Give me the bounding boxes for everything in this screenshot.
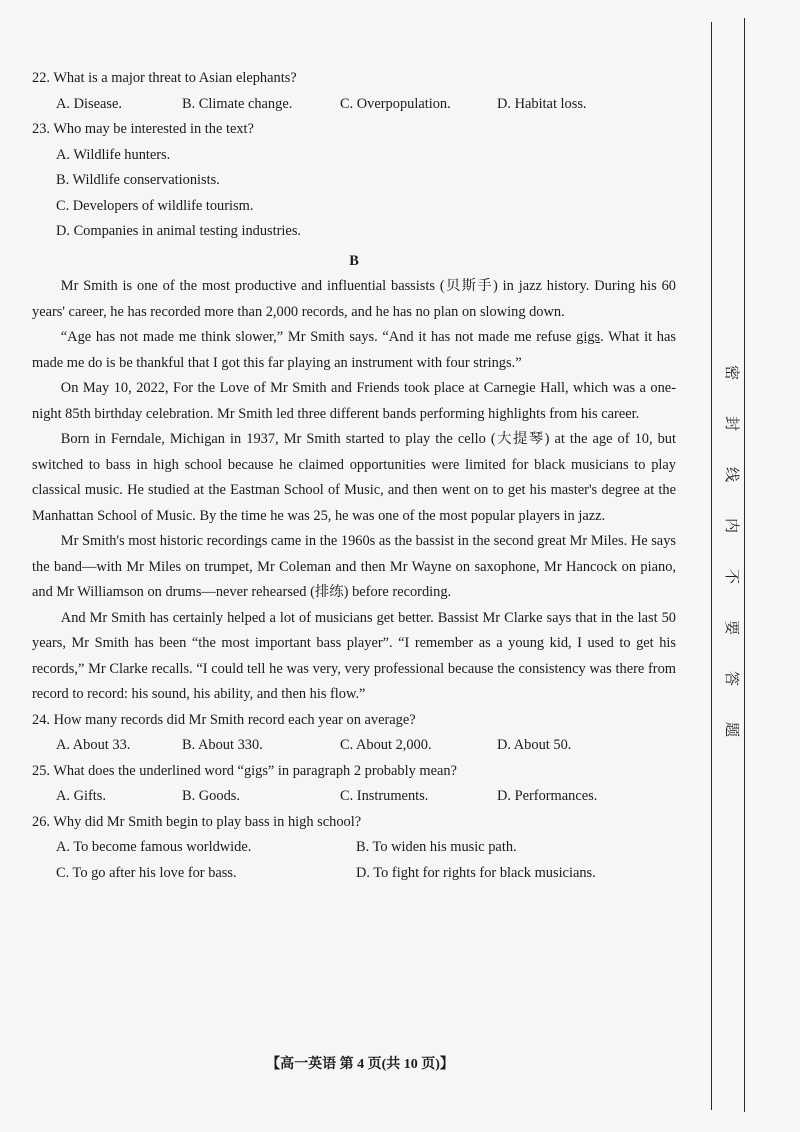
- option-b: B. Climate change.: [182, 95, 293, 112]
- seal-char: 线: [723, 466, 742, 483]
- options-row: [32, 733, 676, 759]
- option-d: D. Habitat loss.: [497, 95, 587, 112]
- question-26: [32, 810, 676, 887]
- seal-char: 题: [723, 721, 742, 738]
- exam-content: [32, 66, 676, 886]
- passage-paragraph: And Mr Smith has certainly helped a lot of musicians get better. Bassist Mr Clarke says that in the last 50 years, Mr Smith has been “the most important bass player”. “I remember as a young kid, I used to get his records,” Mr Clarke recalls. “I could tell he was very, very professional because the consistency was there from record to record: his sound, his ability, and then his flow.”: [32, 609, 676, 702]
- seal-char: 不: [723, 568, 742, 585]
- option-d: D. Companies in animal testing industries.: [56, 223, 302, 239]
- quote-before: “Age has not made me think slower,” Mr Smith says. “And it has not made me refuse: [60, 329, 577, 345]
- binding-line-left: [711, 22, 712, 1110]
- option-c: C. Instruments.: [340, 788, 429, 804]
- option-a: A. To become famous worldwide.: [56, 839, 252, 855]
- question-22: [32, 66, 676, 117]
- question-stem: 22. What is a major threat to Asian elephants?: [32, 70, 297, 86]
- question-stem: 24. How many records did Mr Smith record each year on average?: [32, 711, 416, 728]
- option-d: D. To fight for rights for black musicians.: [356, 864, 596, 881]
- page-footer: 【高一英语 第 4 页(共 10 页)】: [266, 1057, 454, 1072]
- option-a: A. Wildlife hunters.: [56, 146, 171, 163]
- passage-paragraph: Born in Ferndale, Michigan in 1937, Mr Smith started to play the cello (大提琴) at the age of 10, but switched to bass in high school because he claimed opportunities were limited for black musicians to play classical music. He studied at the Eastman School of Music, and then went on to get his master's degree at the Manhattan School of Music. By the time he was 25, he was one of the most popular players in jazz.: [32, 431, 676, 524]
- option-c: C. About 2,000.: [340, 737, 432, 753]
- question-stem: 23. Who may be interested in the text?: [32, 121, 254, 137]
- option-b: B. About 330.: [182, 737, 263, 753]
- option-c: C. To go after his love for bass.: [56, 864, 237, 881]
- seal-line-notice: [718, 365, 746, 773]
- option-c: C. Developers of wildlife tourism.: [56, 197, 254, 214]
- seal-char: 封: [723, 415, 742, 432]
- options-row: [32, 861, 676, 887]
- seal-char: 内: [723, 517, 742, 534]
- question-stem: 25. What does the underlined word “gigs” in paragraph 2 probably mean?: [32, 762, 457, 779]
- passage-paragraph: Mr Smith is one of the most productive and influential bassists (贝斯手) in jazz history. During his 60 years' career, he has recorded more than 2,000 records, and he has no plan on slowing down.: [32, 278, 676, 320]
- question-23: [32, 117, 676, 245]
- option-b: B. To widen his music path.: [356, 839, 517, 855]
- option-b: B. Wildlife conservationists.: [56, 172, 220, 188]
- options-row: [32, 92, 676, 118]
- option-a: A. About 33.: [56, 737, 131, 753]
- passage-paragraph: On May 10, 2022, For the Love of Mr Smith and Friends took place at Carnegie Hall, which was a one-night 85th birthday celebration. Mr Smith led three different bands performing highlights from his career.: [32, 380, 676, 422]
- options-row: [32, 784, 676, 810]
- passage-paragraph: Mr Smith's most historic recordings came in the 1960s as the bassist in the second great Mr Miles. He says the band—with Mr Miles on trumpet, Mr Coleman and then Mr Wayne on saxophone, Mr Hancock on piano, and Mr Williamson on drums—never rehearsed (排练) before recording.: [32, 533, 676, 600]
- option-a: A. Disease.: [56, 95, 122, 112]
- quote-after: . What it has made me do is be thankful that I got this far playing an instrument with four strings.”: [32, 329, 676, 371]
- option-d: D. Performances.: [497, 788, 598, 804]
- option-a: A. Gifts.: [56, 788, 106, 804]
- underlined-word: gigs: [576, 329, 601, 345]
- seal-char: 要: [723, 619, 742, 636]
- question-stem: 26. Why did Mr Smith begin to play bass in high school?: [32, 813, 362, 830]
- seal-char: 答: [723, 670, 742, 687]
- option-d: D. About 50.: [497, 737, 572, 753]
- question-25: [32, 759, 676, 810]
- options-row: [32, 835, 676, 861]
- question-24: [32, 708, 676, 759]
- passage-paragraph-quote: [32, 325, 676, 376]
- seal-char: 密: [723, 364, 742, 381]
- section-title: B: [349, 252, 359, 269]
- option-c: C. Overpopulation.: [340, 95, 451, 112]
- option-b: B. Goods.: [182, 788, 240, 804]
